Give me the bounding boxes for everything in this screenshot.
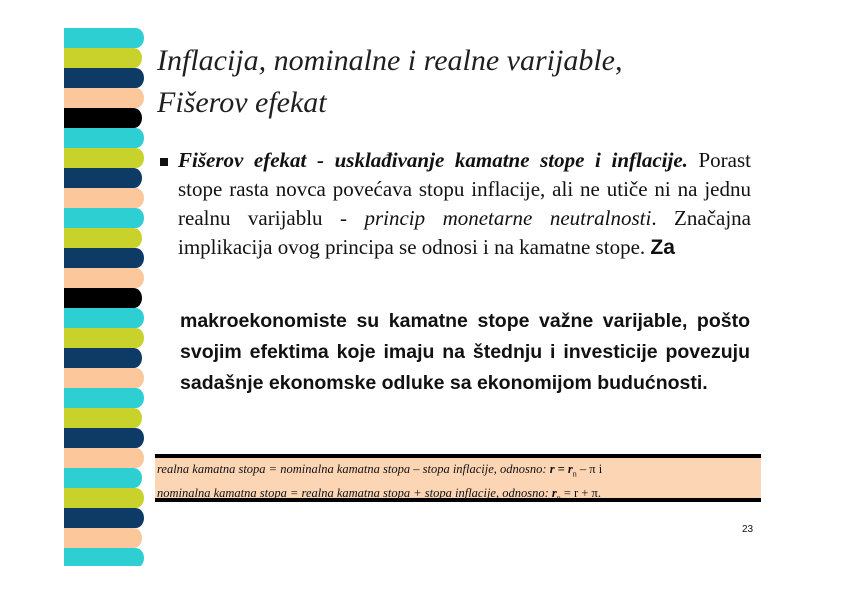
stripe-band bbox=[64, 348, 142, 368]
stripe-band bbox=[64, 408, 142, 428]
stripe-band bbox=[64, 48, 142, 68]
neutrality-principle: princip monetarne neutralnosti bbox=[364, 206, 652, 230]
stripe-band bbox=[64, 508, 144, 528]
stripe-band bbox=[64, 548, 144, 566]
stripe-band bbox=[64, 28, 144, 48]
paragraph-text-1: Porast stope rasta novca povećava stopu inflacije, ali ne utiče ni na jednu realnu varijablu - bbox=[178, 148, 751, 230]
stripe-band bbox=[64, 68, 144, 88]
stripe-band bbox=[64, 308, 144, 328]
title-line-2: Fišerov efekat bbox=[157, 86, 327, 119]
stripe-band bbox=[64, 328, 144, 348]
stripe-band bbox=[64, 88, 144, 108]
stripe-band bbox=[64, 468, 142, 488]
bullet-paragraph bbox=[178, 146, 751, 296]
stripe-band bbox=[64, 448, 144, 468]
formula-2-end: = r + π. bbox=[560, 485, 601, 500]
stripe-band bbox=[64, 108, 142, 128]
paragraph-bold-start: Za bbox=[650, 236, 675, 259]
stripe-band bbox=[64, 148, 144, 168]
formula-line-1 bbox=[157, 460, 759, 484]
formula-1-end: – π i bbox=[576, 462, 603, 476]
decorative-stripe-column bbox=[64, 28, 144, 566]
formula-1-odnosno: odnosno: bbox=[496, 462, 550, 476]
formula-1-symbol: r = r bbox=[549, 462, 573, 476]
stripe-band bbox=[64, 288, 142, 308]
formula-1-sub: n bbox=[572, 469, 577, 479]
formula-2-symbol: r bbox=[551, 485, 557, 500]
stripe-band bbox=[64, 368, 144, 388]
stripe-band bbox=[64, 248, 144, 268]
stripe-band bbox=[64, 208, 144, 228]
stripe-band bbox=[64, 128, 144, 148]
bullet-square-icon bbox=[160, 158, 168, 166]
fisher-effect-term: Fišerov efekat - usklađivanje kamatne stope i inflacije. bbox=[178, 148, 688, 172]
formula-2-text: nominalna kamatna stopa = realna kamatna stopa + stopa inflacije, bbox=[157, 485, 500, 500]
stripe-band bbox=[64, 388, 144, 408]
title-line-1: Inflacija, nominalne i realne varijable, bbox=[157, 44, 623, 77]
slide-title bbox=[157, 40, 757, 124]
formula-2-odnosno: odnosno: bbox=[499, 485, 552, 500]
stripe-band bbox=[64, 188, 144, 208]
formula-1-text: realna kamatna stopa = nominalna kamatna stopa – stopa inflacije, bbox=[157, 462, 497, 476]
stripe-band bbox=[64, 228, 142, 248]
paragraph-text-2: . Značajna implikacija ovog principa se odnosi i na kamatne stope. bbox=[178, 206, 751, 259]
formula-2-sub: n bbox=[556, 493, 561, 502]
stripe-band bbox=[64, 168, 142, 188]
formula-box bbox=[155, 454, 761, 502]
stripe-band bbox=[64, 428, 144, 448]
page-number: 23 bbox=[742, 524, 754, 535]
bold-paragraph: makroekonomiste su kamatne stope važne varijable, pošto svojim efektima koje imaju na štednju i investicije povezuju sadašnje ekonomske odluke sa ekonomijom budućnosti. bbox=[180, 310, 750, 394]
stripe-band bbox=[64, 488, 144, 508]
formula-line-2 bbox=[157, 484, 759, 508]
stripe-band bbox=[64, 268, 144, 288]
stripe-band bbox=[64, 528, 142, 548]
